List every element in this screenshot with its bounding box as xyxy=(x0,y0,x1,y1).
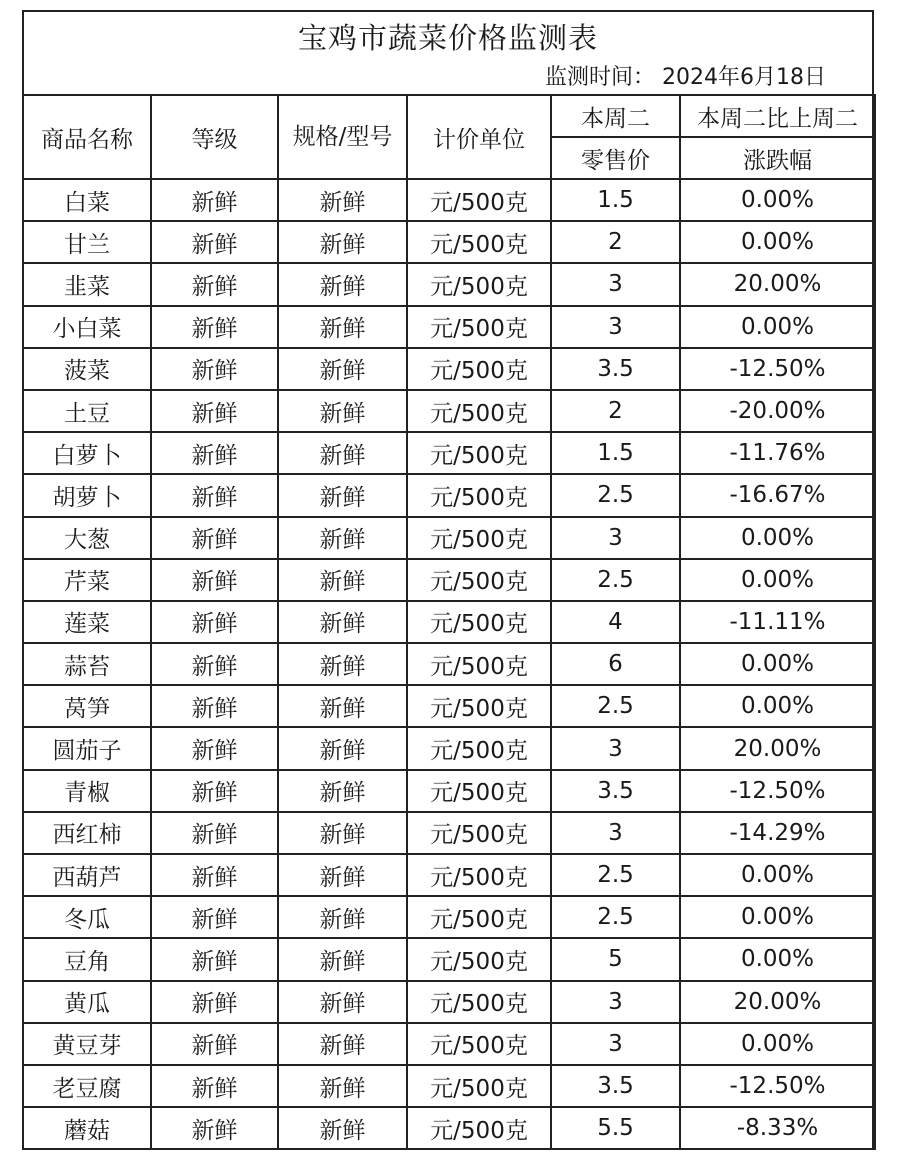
table-row xyxy=(23,1107,875,1149)
table-row xyxy=(23,390,875,432)
cell-change: 0.00% xyxy=(680,685,875,727)
cell-name: 韭菜 xyxy=(23,263,151,305)
cell-grade: 新鲜 xyxy=(151,854,278,896)
table-row xyxy=(23,812,875,854)
cell-unit: 元/500克 xyxy=(407,474,551,516)
cell-change: 0.00% xyxy=(680,179,875,221)
cell-unit: 元/500克 xyxy=(407,221,551,263)
header-unit: 计价单位 xyxy=(407,95,551,179)
cell-name: 白菜 xyxy=(23,179,151,221)
cell-price: 2.5 xyxy=(551,474,680,516)
cell-unit: 元/500克 xyxy=(407,812,551,854)
cell-name: 土豆 xyxy=(23,390,151,432)
cell-spec: 新鲜 xyxy=(278,306,407,348)
cell-change: -14.29% xyxy=(680,812,875,854)
price-table xyxy=(22,94,876,1150)
cell-grade: 新鲜 xyxy=(151,727,278,769)
cell-grade: 新鲜 xyxy=(151,517,278,559)
cell-unit: 元/500克 xyxy=(407,727,551,769)
table-row xyxy=(23,517,875,559)
cell-grade: 新鲜 xyxy=(151,685,278,727)
cell-price: 3 xyxy=(551,517,680,559)
cell-change: 20.00% xyxy=(680,727,875,769)
table-row xyxy=(23,727,875,769)
table-row xyxy=(23,601,875,643)
header-price-bottom: 零售价 xyxy=(551,137,680,179)
cell-unit: 元/500克 xyxy=(407,601,551,643)
cell-name: 莲菜 xyxy=(23,601,151,643)
cell-name: 老豆腐 xyxy=(23,1065,151,1107)
cell-price: 2 xyxy=(551,390,680,432)
cell-change: -11.11% xyxy=(680,601,875,643)
cell-spec: 新鲜 xyxy=(278,770,407,812)
cell-name: 大葱 xyxy=(23,517,151,559)
table-body xyxy=(23,179,875,1149)
header-grade: 等级 xyxy=(151,95,278,179)
cell-grade: 新鲜 xyxy=(151,179,278,221)
cell-name: 白萝卜 xyxy=(23,432,151,474)
cell-spec: 新鲜 xyxy=(278,432,407,474)
cell-spec: 新鲜 xyxy=(278,517,407,559)
cell-price: 5.5 xyxy=(551,1107,680,1149)
table-row xyxy=(23,643,875,685)
cell-price: 3 xyxy=(551,812,680,854)
cell-name: 青椒 xyxy=(23,770,151,812)
cell-change: 20.00% xyxy=(680,263,875,305)
cell-name: 黄瓜 xyxy=(23,981,151,1023)
cell-name: 蘑菇 xyxy=(23,1107,151,1149)
cell-change: 0.00% xyxy=(680,896,875,938)
page-title: 宝鸡市蔬菜价格监测表 xyxy=(297,21,598,55)
cell-change: 0.00% xyxy=(680,1023,875,1065)
cell-grade: 新鲜 xyxy=(151,306,278,348)
cell-price: 3.5 xyxy=(551,348,680,390)
cell-spec: 新鲜 xyxy=(278,1065,407,1107)
table-row xyxy=(23,559,875,601)
table-row xyxy=(23,263,875,305)
cell-price: 5 xyxy=(551,938,680,980)
table-row xyxy=(23,854,875,896)
table-row xyxy=(23,770,875,812)
cell-unit: 元/500克 xyxy=(407,390,551,432)
cell-grade: 新鲜 xyxy=(151,643,278,685)
table-row xyxy=(23,1065,875,1107)
cell-change: 0.00% xyxy=(680,306,875,348)
cell-spec: 新鲜 xyxy=(278,938,407,980)
cell-unit: 元/500克 xyxy=(407,432,551,474)
table-row xyxy=(23,1023,875,1065)
cell-price: 3 xyxy=(551,981,680,1023)
cell-price: 2.5 xyxy=(551,896,680,938)
cell-spec: 新鲜 xyxy=(278,601,407,643)
cell-price: 3.5 xyxy=(551,1065,680,1107)
cell-spec: 新鲜 xyxy=(278,390,407,432)
cell-spec: 新鲜 xyxy=(278,474,407,516)
cell-grade: 新鲜 xyxy=(151,348,278,390)
cell-grade: 新鲜 xyxy=(151,390,278,432)
cell-change: -20.00% xyxy=(680,390,875,432)
cell-change: -8.33% xyxy=(680,1107,875,1149)
cell-grade: 新鲜 xyxy=(151,1023,278,1065)
cell-grade: 新鲜 xyxy=(151,474,278,516)
cell-price: 3 xyxy=(551,1023,680,1065)
table-row xyxy=(23,981,875,1023)
cell-unit: 元/500克 xyxy=(407,559,551,601)
cell-unit: 元/500克 xyxy=(407,1065,551,1107)
cell-name: 冬瓜 xyxy=(23,896,151,938)
cell-spec: 新鲜 xyxy=(278,727,407,769)
cell-spec: 新鲜 xyxy=(278,812,407,854)
table-header xyxy=(23,95,875,179)
cell-change: 0.00% xyxy=(680,559,875,601)
cell-price: 4 xyxy=(551,601,680,643)
cell-unit: 元/500克 xyxy=(407,348,551,390)
cell-unit: 元/500克 xyxy=(407,517,551,559)
table-row xyxy=(23,348,875,390)
cell-unit: 元/500克 xyxy=(407,179,551,221)
cell-price: 3.5 xyxy=(551,770,680,812)
cell-grade: 新鲜 xyxy=(151,770,278,812)
cell-spec: 新鲜 xyxy=(278,559,407,601)
cell-price: 3 xyxy=(551,306,680,348)
cell-name: 莴笋 xyxy=(23,685,151,727)
cell-name: 胡萝卜 xyxy=(23,474,151,516)
cell-unit: 元/500克 xyxy=(407,770,551,812)
cell-spec: 新鲜 xyxy=(278,348,407,390)
header-change-bottom: 涨跌幅 xyxy=(680,137,875,179)
cell-name: 小白菜 xyxy=(23,306,151,348)
cell-grade: 新鲜 xyxy=(151,981,278,1023)
cell-change: -11.76% xyxy=(680,432,875,474)
monitor-date: 监测时间： 2024年6月18日 xyxy=(545,65,826,90)
table-row xyxy=(23,685,875,727)
table-row xyxy=(23,938,875,980)
cell-name: 蒜苔 xyxy=(23,643,151,685)
cell-grade: 新鲜 xyxy=(151,1065,278,1107)
cell-grade: 新鲜 xyxy=(151,812,278,854)
cell-spec: 新鲜 xyxy=(278,896,407,938)
header-name: 商品名称 xyxy=(23,95,151,179)
cell-spec: 新鲜 xyxy=(278,643,407,685)
cell-change: -12.50% xyxy=(680,1065,875,1107)
header-change-top: 本周二比上周二 xyxy=(680,95,875,137)
cell-unit: 元/500克 xyxy=(407,938,551,980)
cell-price: 1.5 xyxy=(551,179,680,221)
table-row xyxy=(23,432,875,474)
cell-price: 1.5 xyxy=(551,432,680,474)
cell-change: 0.00% xyxy=(680,854,875,896)
cell-grade: 新鲜 xyxy=(151,263,278,305)
price-monitor-sheet xyxy=(22,10,874,1150)
cell-grade: 新鲜 xyxy=(151,896,278,938)
cell-price: 3 xyxy=(551,263,680,305)
cell-unit: 元/500克 xyxy=(407,1107,551,1149)
cell-grade: 新鲜 xyxy=(151,938,278,980)
cell-price: 2.5 xyxy=(551,854,680,896)
cell-price: 2.5 xyxy=(551,559,680,601)
cell-name: 甘兰 xyxy=(23,221,151,263)
cell-unit: 元/500克 xyxy=(407,854,551,896)
cell-spec: 新鲜 xyxy=(278,854,407,896)
cell-name: 圆茄子 xyxy=(23,727,151,769)
header-spec: 规格/型号 xyxy=(278,95,407,179)
cell-unit: 元/500克 xyxy=(407,981,551,1023)
cell-name: 西红柿 xyxy=(23,812,151,854)
cell-change: 0.00% xyxy=(680,938,875,980)
cell-name: 黄豆芽 xyxy=(23,1023,151,1065)
cell-spec: 新鲜 xyxy=(278,221,407,263)
cell-unit: 元/500克 xyxy=(407,685,551,727)
cell-unit: 元/500克 xyxy=(407,896,551,938)
cell-change: 0.00% xyxy=(680,221,875,263)
table-row xyxy=(23,179,875,221)
table-row xyxy=(23,896,875,938)
cell-grade: 新鲜 xyxy=(151,559,278,601)
header-price-top: 本周二 xyxy=(551,95,680,137)
cell-price: 3 xyxy=(551,727,680,769)
cell-grade: 新鲜 xyxy=(151,432,278,474)
cell-price: 2 xyxy=(551,221,680,263)
cell-name: 西葫芦 xyxy=(23,854,151,896)
cell-grade: 新鲜 xyxy=(151,601,278,643)
cell-spec: 新鲜 xyxy=(278,263,407,305)
cell-unit: 元/500克 xyxy=(407,306,551,348)
cell-change: -12.50% xyxy=(680,348,875,390)
cell-change: 0.00% xyxy=(680,517,875,559)
cell-change: -12.50% xyxy=(680,770,875,812)
cell-unit: 元/500克 xyxy=(407,643,551,685)
cell-name: 芹菜 xyxy=(23,559,151,601)
cell-spec: 新鲜 xyxy=(278,1023,407,1065)
cell-name: 豆角 xyxy=(23,938,151,980)
cell-unit: 元/500克 xyxy=(407,263,551,305)
table-row xyxy=(23,474,875,516)
cell-change: -16.67% xyxy=(680,474,875,516)
cell-price: 2.5 xyxy=(551,685,680,727)
table-row xyxy=(23,221,875,263)
cell-spec: 新鲜 xyxy=(278,1107,407,1149)
cell-grade: 新鲜 xyxy=(151,1107,278,1149)
cell-price: 6 xyxy=(551,643,680,685)
table-row xyxy=(23,306,875,348)
cell-name: 菠菜 xyxy=(23,348,151,390)
cell-unit: 元/500克 xyxy=(407,1023,551,1065)
cell-spec: 新鲜 xyxy=(278,981,407,1023)
cell-grade: 新鲜 xyxy=(151,221,278,263)
cell-change: 20.00% xyxy=(680,981,875,1023)
cell-change: 0.00% xyxy=(680,643,875,685)
cell-spec: 新鲜 xyxy=(278,179,407,221)
cell-spec: 新鲜 xyxy=(278,685,407,727)
